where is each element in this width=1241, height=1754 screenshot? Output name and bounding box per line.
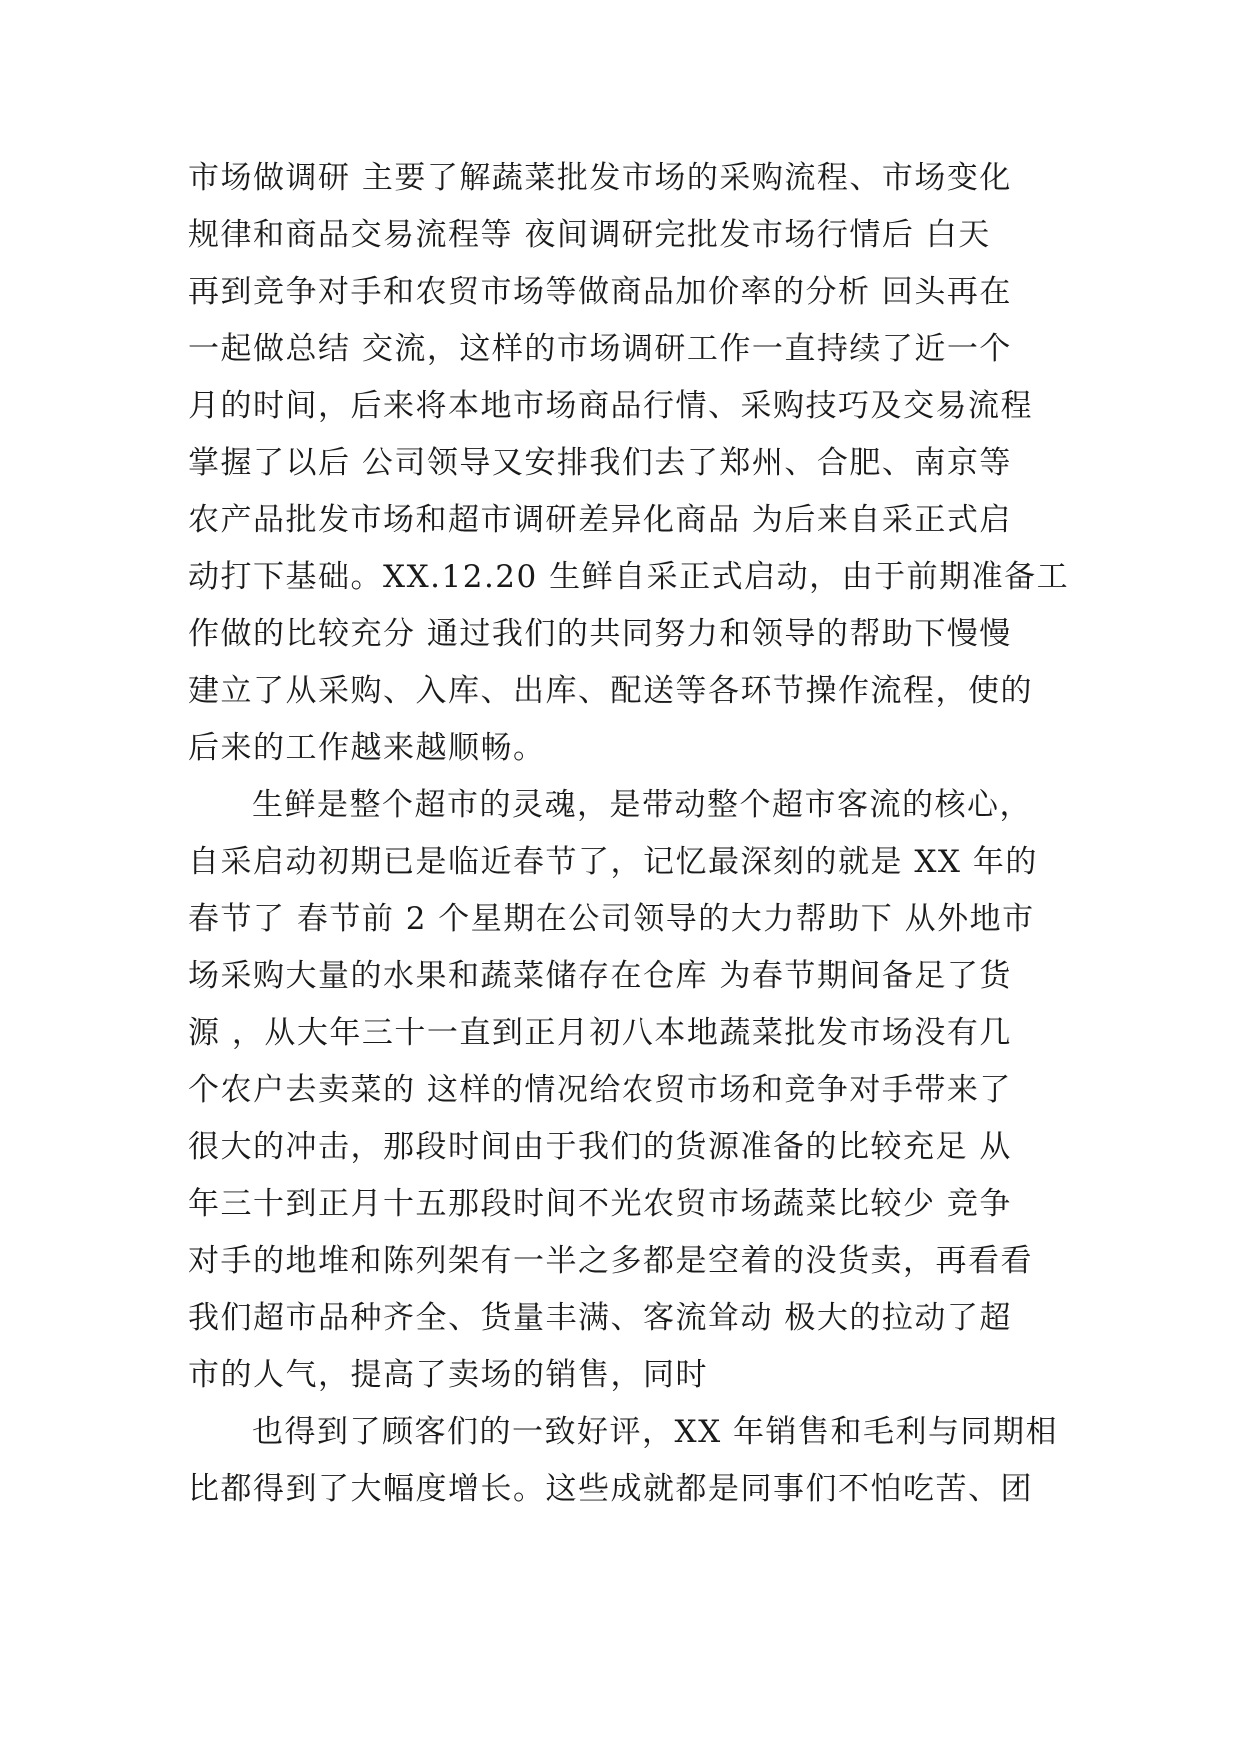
text-line: 再到竞争对手和农贸市场等做商品加价率的分析 回头再在 [188, 274, 1012, 310]
text-line: 动打下基础。XX.12.20 生鲜自采正式启动，由于前期准备工 [188, 559, 1070, 595]
text-line: 对手的地堆和陈列架有一半之多都是空着的没货卖，再看看 [188, 1243, 1033, 1279]
text-line: 农产品批发市场和超市调研差异化商品 为后来自采正式启 [188, 502, 1012, 538]
text-line: 掌握了以后 公司领导又安排我们去了郑州、合肥、南京等 [188, 445, 1012, 481]
body-text [188, 150, 1068, 1518]
text-line: 春节了 春节前 2 个星期在公司领导的大力帮助下 从外地市 [188, 901, 1035, 937]
text-line: 场采购大量的水果和蔬菜储存在仓库 为春节期间备足了货 [188, 958, 1012, 994]
paragraph-first-line: 也得到了顾客们的一致好评，XX 年销售和毛利与同期相 [252, 1414, 1058, 1450]
text-line: 规律和商品交易流程等 夜间调研完批发市场行情后 白天 [188, 217, 991, 253]
text-line: 建立了从采购、入库、出库、配送等各环节操作流程，使的 [188, 673, 1033, 709]
text-line: 很大的冲击，那段时间由于我们的货源准备的比较充足 从 [188, 1129, 1012, 1165]
text-line: 后来的工作越来越顺畅。 [188, 730, 546, 766]
text-line: 市的人气，提高了卖场的销售，同时 [188, 1357, 708, 1393]
text-line: 自采启动初期已是临近春节了，记忆最深刻的就是 XX 年的 [188, 844, 1038, 880]
paragraph-first-line: 生鲜是整个超市的灵魂，是带动整个超市客流的核心， [252, 787, 1032, 823]
text-line: 市场做调研 主要了解蔬菜批发市场的采购流程、市场变化 [188, 160, 1012, 196]
text-line: 个农户去卖菜的 这样的情况给农贸市场和竞争对手带来了 [188, 1072, 1012, 1108]
text-line: 月的时间，后来将本地市场商品行情、采购技巧及交易流程 [188, 388, 1033, 424]
text-line: 作做的比较充分 通过我们的共同努力和领导的帮助下慢慢 [188, 616, 1012, 652]
text-line: 比都得到了大幅度增长。这些成就都是同事们不怕吃苦、团 [188, 1471, 1033, 1507]
text-line: 源 ，从大年三十一直到正月初八本地蔬菜批发市场没有几 [188, 1015, 1012, 1051]
text-line: 年三十到正月十五那段时间不光农贸市场蔬菜比较少 竞争 [188, 1186, 1012, 1222]
text-line: 我们超市品种齐全、货量丰满、客流耸动 极大的拉动了超 [188, 1300, 1012, 1336]
text-line: 一起做总结 交流，这样的市场调研工作一直持续了近一个 [188, 331, 1012, 367]
